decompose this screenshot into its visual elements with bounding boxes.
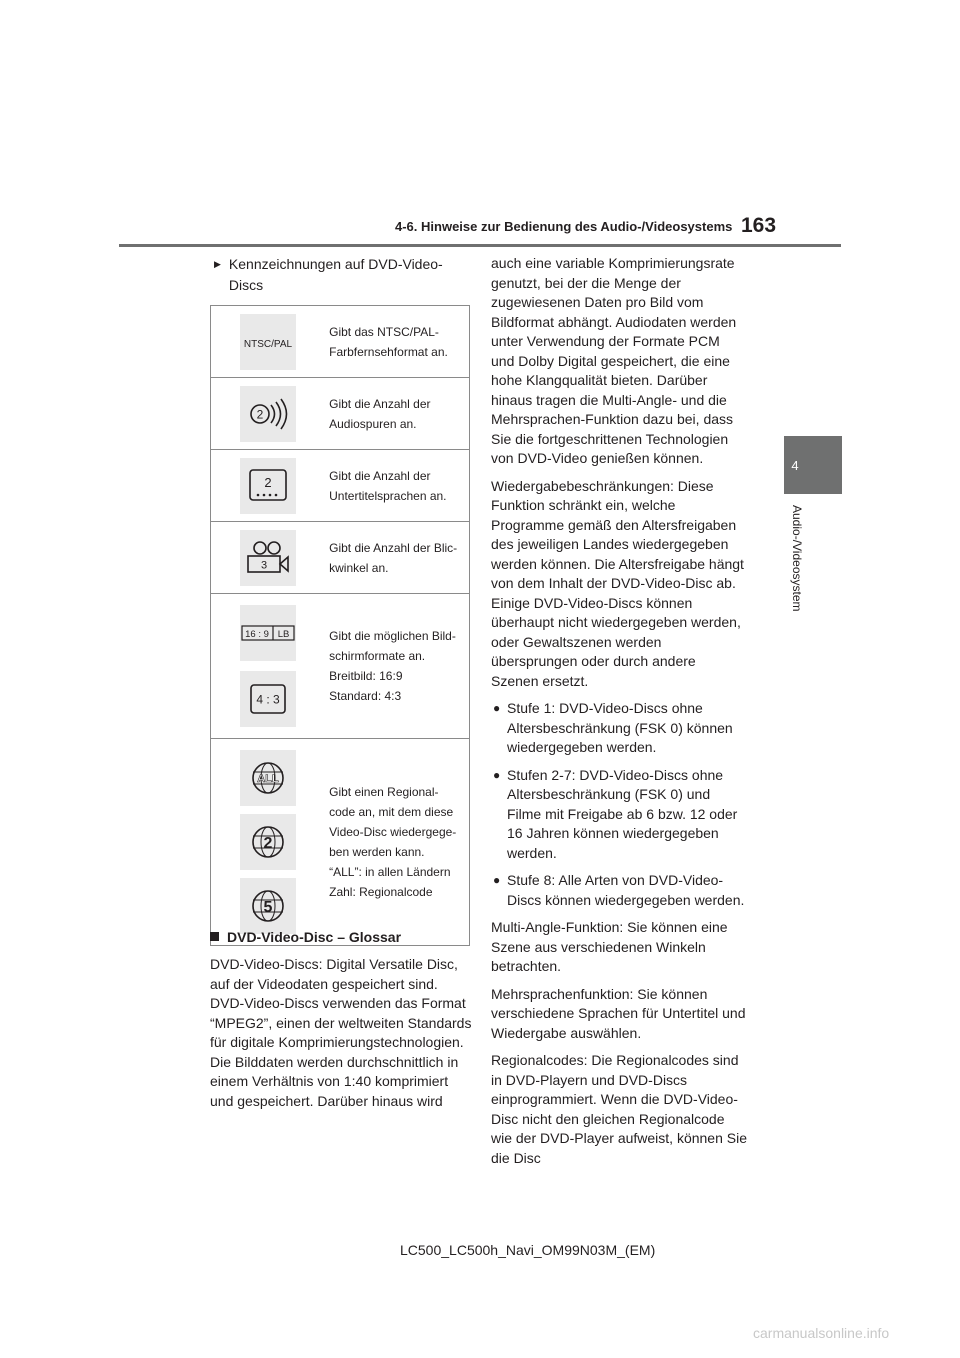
- audio-tracks-icon: [240, 386, 296, 442]
- paragraph: Mehrsprachenfunktion: Sie können verschiedene Sprachen für Untertitel und Wiedergabe auswählen.: [491, 985, 746, 1041]
- section-heading-text: Kennzeichnungen auf DVD-Video-Discs: [228, 256, 443, 293]
- description-line: “ALL”: in allen Ländern: [329, 865, 451, 879]
- watermark: carmanualsonline.info: [753, 1325, 890, 1341]
- bullet-icon: ●: [493, 767, 501, 782]
- ntsc-pal-icon-label: NTSC/PAL: [243, 338, 293, 350]
- list-item: [491, 699, 747, 758]
- description-line: Video-Disc wiedergege-: [329, 825, 457, 839]
- standard-ratio-icon: [240, 671, 296, 727]
- table-row: [211, 306, 470, 378]
- icon-cell: [211, 594, 326, 739]
- description-line: Gibt die Anzahl der Blic-: [329, 540, 458, 555]
- letterbox-label: LB: [277, 629, 290, 640]
- icon-cell: [211, 739, 326, 946]
- list-item-text: Stufe 8: Alle Arten von DVD-Video-Discs können wiedergegeben werden.: [507, 872, 745, 908]
- description-line: Gibt einen Regional-: [329, 785, 439, 799]
- description-line: Farbfernsehformat an.: [329, 344, 448, 359]
- description-line: Audiospuren an.: [329, 416, 417, 431]
- table-row: [211, 378, 470, 450]
- table-row: [211, 739, 470, 946]
- camera-angle-icon: [240, 530, 296, 586]
- list-item: [491, 871, 747, 910]
- widescreen-ratio: 16 : 9: [245, 629, 269, 640]
- icon-cell: [211, 306, 326, 378]
- standard-ratio-label: 4 : 3: [256, 692, 280, 707]
- description-line: kwinkel an.: [329, 560, 389, 575]
- ntsc-pal-icon: [240, 314, 296, 370]
- paragraph: Multi-Angle-Funktion: Sie können eine Szene aus verschiedenen Winkeln betrachten.: [491, 919, 728, 974]
- bullet-icon: ●: [493, 701, 501, 715]
- bullet-icon: ●: [493, 873, 501, 887]
- region-5-icon: [240, 878, 296, 934]
- section-heading: [210, 254, 470, 296]
- list-item-text: Stufe 1: DVD-Video-Discs ohne Altersbeschränkung (FSK 0) können wiedergegeben werden.: [507, 700, 733, 755]
- glossary-heading: [210, 929, 401, 945]
- triangle-bullet-icon: ▶: [214, 259, 221, 269]
- list-item: [491, 766, 747, 864]
- description-cell: [325, 594, 469, 739]
- description-line: Gibt die Anzahl der: [329, 396, 431, 411]
- paragraph: Wiedergabebeschränkungen: Diese Funktion schränkt ein, welche Programme gemäß den Altersfreigaben des jeweiligen Landes wiedergegeben werden können. Die Altersfreigabe hängt von dem Inhalt der DVD-Video-Disc ab. Einige DVD-Video-Discs können überhaupt nicht wiedergegeben werden, oder Gewaltszenen werden übersprungen oder durch andere Szenen ersetzt.: [491, 477, 744, 689]
- subtitle-count: 2: [264, 474, 272, 490]
- right-column: [491, 254, 747, 1176]
- document-code: LC500_LC500h_Navi_OM99N03M_(EM): [400, 1242, 656, 1258]
- paragraph: auch eine variable Komprimierungsrate genutzt, bei der die Menge der zugewiesenen Daten pro Bild vom Bildformat abhängt. Audiodaten werden unter Verwendung der Formate PCM und Dolby Digital gespeichert, die eine hohe Klangqualität bieten. Darüber hinaus tragen die Multi-Angle- und die Mehrsprachen-Funktion dazu bei, dass Sie die fortgeschrittenen Technologien von DVD-Video genießen können.: [491, 255, 737, 466]
- description-line: Gibt die Anzahl der: [329, 468, 431, 483]
- camera-angle-count: 3: [260, 559, 268, 571]
- description-cell: [325, 739, 469, 946]
- icon-cell: [211, 378, 326, 450]
- description-cell: [325, 450, 469, 522]
- description-line: schirmformate an.: [329, 649, 426, 663]
- chapter-label: Audio-/Videosystem: [790, 505, 804, 612]
- square-bullet-icon: [210, 932, 219, 941]
- glossary-body: DVD-Video-Discs: Digital Versatile Disc, auf der Videodaten gespeichert sind. DVD-Video-Discs verwenden das Format “MPEG2”, einen der weltweiten Standards für digitale Komprimierungstechnologien. Die Bilddaten werden durchschnittlich in einem Verhältnis von 1:40 komprimiert und gespeichert. Darüber hinaus wird: [210, 956, 472, 1109]
- table-row: [211, 522, 470, 594]
- region-all-label: ALL: [257, 773, 279, 785]
- description-line: Untertitelsprachen an.: [329, 488, 447, 503]
- audio-tracks-count: 2: [256, 407, 264, 421]
- description-line: Breitbild: 16:9: [329, 669, 403, 683]
- list-item-text: Stufen 2-7: DVD-Video-Discs ohne Altersbeschränkung (FSK 0) und Filme mit Freigabe ab 6 bzw. 12 oder 16 Jahren können wiedergegeben werden.: [507, 766, 738, 861]
- description-line: ben werden kann.: [329, 845, 425, 859]
- description-line: Standard: 4:3: [329, 689, 402, 703]
- table-row: [211, 594, 470, 739]
- region-all-icon: [240, 750, 296, 806]
- description-line: Gibt das NTSC/PAL-: [329, 324, 439, 339]
- description-line: Zahl: Regionalcode: [329, 885, 433, 899]
- description-cell: [325, 378, 469, 450]
- description-cell: [325, 522, 469, 594]
- header-divider: [119, 244, 841, 247]
- widescreen-icon: [240, 605, 296, 661]
- description-line: code an, mit dem diese: [329, 805, 454, 819]
- icon-cell: [211, 450, 326, 522]
- page-header-title: 4-6. Hinweise zur Bedienung des Audio-/Videosystems: [395, 219, 733, 234]
- table-row: [211, 450, 470, 522]
- description-cell: [325, 306, 469, 378]
- region-2-label: 2: [263, 835, 273, 852]
- description-line: Gibt die möglichen Bild-: [329, 629, 456, 643]
- region-2-icon: [240, 814, 296, 870]
- paragraph: Regionalcodes: Die Regionalcodes sind in DVD-Playern und DVD-Discs einprogrammiert. Wenn die DVD-Video-Disc nicht den gleichen Regionalcode wie der DVD-Player aufweist, können Sie die Disc: [491, 1052, 748, 1166]
- region-5-label: 5: [263, 899, 273, 916]
- icon-cell: [211, 522, 326, 594]
- dvd-marks-table: [210, 305, 470, 946]
- page-number: 163: [741, 214, 777, 237]
- subtitle-icon: [240, 458, 296, 514]
- glossary-heading-text: DVD-Video-Disc – Glossar: [227, 929, 402, 945]
- chapter-number: 4: [791, 458, 799, 473]
